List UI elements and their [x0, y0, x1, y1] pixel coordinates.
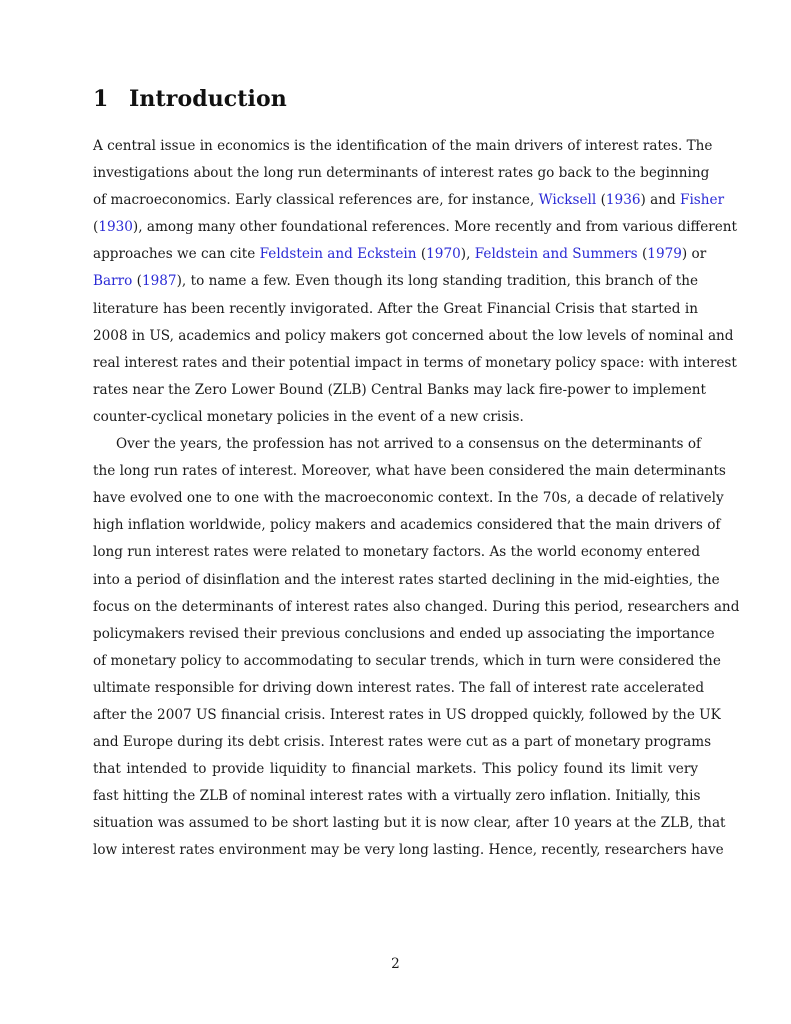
- text-line: that intended to provide liquidity to financial markets. This policy found its limit very: [93, 761, 698, 778]
- text-line: fast hitting the ZLB of nominal interest rates with a virtually zero inflation. Initially, this: [93, 788, 701, 805]
- paragraph-2: [93, 431, 740, 865]
- text-line: into a period of disinflation and the interest rates started declining in the mid-eighties, the: [93, 571, 720, 588]
- text-line: [93, 241, 707, 268]
- text-line: 2008 in US, academics and policy makers got concerned about the low levels of nominal and: [93, 327, 734, 344]
- text-line: [93, 187, 725, 214]
- text-line: Over the years, the profession has not arrived to a consensus on the determinants of: [116, 436, 702, 453]
- paragraph-1: [93, 133, 738, 431]
- text-run: approaches we can cite: [93, 246, 260, 263]
- citation-link-wicksell[interactable]: Wicksell: [538, 192, 597, 209]
- body-text: [93, 133, 740, 865]
- text-run: ) and: [640, 192, 681, 209]
- text-run: (: [596, 192, 606, 209]
- text-line: [93, 214, 738, 241]
- text-run: (: [132, 273, 142, 290]
- citation-link-wicksell-year[interactable]: 1936: [605, 192, 641, 209]
- text-line: counter-cyclical monetary policies in the event of a new crisis.: [93, 408, 524, 425]
- text-line: long run interest rates were related to monetary factors. As the world economy entered: [93, 544, 701, 561]
- text-line: ultimate responsible for driving down interest rates. The fall of interest rate accelerated: [93, 679, 705, 696]
- citation-link-feldstein-eckstein-year[interactable]: 1970: [426, 246, 461, 263]
- text-line: situation was assumed to be short lasting but it is now clear, after 10 years at the ZLB, that: [93, 815, 726, 832]
- text-line: and Europe during its debt crisis. Interest rates were cut as a part of monetary programs: [93, 734, 712, 751]
- text-line: policymakers revised their previous conclusions and ended up associating the importance: [93, 625, 715, 642]
- citation-link-feldstein-summers[interactable]: Feldstein and Summers: [474, 246, 638, 263]
- text-line: [93, 268, 698, 295]
- citation-link-feldstein-summers-year[interactable]: 1979: [647, 246, 682, 263]
- section-heading: [93, 86, 287, 112]
- text-run: ), among many other foundational references. More recently and from various different: [132, 219, 738, 236]
- text-line: focus on the determinants of interest rates also changed. During this period, researchers and: [93, 598, 740, 615]
- section-title: Introduction: [129, 86, 287, 112]
- citation-link-barro-year[interactable]: 1987: [141, 273, 177, 290]
- text-line: the long run rates of interest. Moreover, what have been considered the main determinants: [93, 463, 726, 480]
- text-line: A central issue in economics is the identification of the main drivers of interest rates. The: [93, 138, 713, 154]
- text-line: investigations about the long run determinants of interest rates go back to the beginning: [93, 165, 710, 182]
- page-number: 2: [391, 956, 400, 972]
- text-line: literature has been recently invigorated. After the Great Financial Crisis that started in: [93, 300, 698, 317]
- text-line: after the 2007 US financial crisis. Interest rates in US dropped quickly, followed by the UK: [93, 706, 721, 723]
- text-run: of macroeconomics. Early classical references are, for instance,: [93, 192, 539, 209]
- citation-link-barro[interactable]: Barro: [93, 273, 133, 290]
- text-line: real interest rates and their potential impact in terms of monetary policy space: with interest: [93, 354, 737, 371]
- citation-link-fisher-year[interactable]: 1930: [98, 219, 133, 236]
- text-run: (: [93, 219, 99, 236]
- text-run: ),: [460, 246, 475, 263]
- section-number: 1: [93, 86, 109, 112]
- text-run: (: [416, 246, 427, 263]
- text-line: high inflation worldwide, policy makers and academics considered that the main drivers of: [93, 517, 721, 534]
- text-line: of monetary policy to accommodating to secular trends, which in turn were considered the: [93, 652, 721, 669]
- text-run: (: [637, 246, 648, 263]
- text-run: ) or: [681, 246, 707, 263]
- citation-link-feldstein-eckstein[interactable]: Feldstein and Eckstein: [259, 246, 417, 263]
- text-line: rates near the Zero Lower Bound (ZLB) Central Banks may lack fire-power to implement: [93, 381, 706, 398]
- citation-link-fisher[interactable]: Fisher: [680, 192, 725, 209]
- text-line: have evolved one to one with the macroeconomic context. In the 70s, a decade of relatively: [93, 490, 724, 507]
- text-run: ), to name a few. Even though its long standing tradition, this branch of the: [176, 273, 698, 290]
- text-line: low interest rates environment may be very long lasting. Hence, recently, researchers have: [93, 842, 724, 859]
